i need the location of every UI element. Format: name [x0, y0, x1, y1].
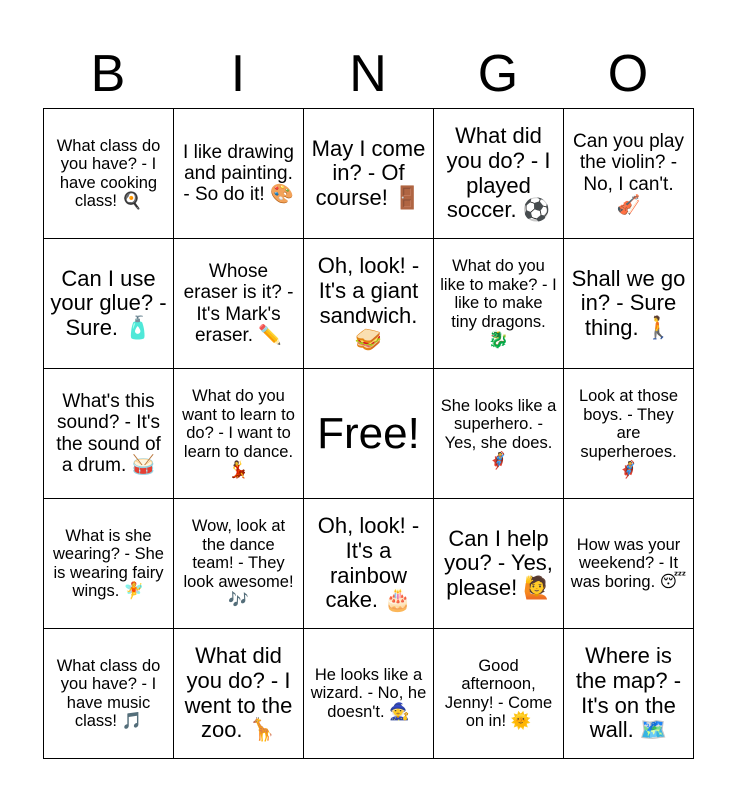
bingo-cell[interactable]: What do you want to learn to do? - I want to learn to dance. 💃 [174, 369, 304, 499]
header-letter-g: G [477, 45, 519, 103]
bingo-cell[interactable]: He looks like a wizard. - No, he doesn't. 🧙 [304, 629, 434, 759]
bingo-board [43, 108, 694, 759]
bingo-cell[interactable]: Can you play the violin? - No, I can't. 🎻 [564, 109, 694, 239]
bingo-cell[interactable]: Can I use your glue? - Sure. 🧴 [44, 239, 174, 369]
header-letter-b: B [90, 45, 126, 103]
bingo-header [43, 40, 693, 108]
bingo-cell[interactable]: What did you do? - I went to the zoo. 🦒 [174, 629, 304, 759]
bingo-cell[interactable]: What class do you have? - I have cooking class! 🍳 [44, 109, 174, 239]
bingo-cell[interactable]: What did you do? - I played soccer. ⚽ [434, 109, 564, 239]
bingo-cell[interactable]: What do you like to make? - I like to make tiny dragons. 🐉 [434, 239, 564, 369]
bingo-cell[interactable]: Wow, look at the dance team! - They look awesome! 🎶 [174, 499, 304, 629]
bingo-cell[interactable]: Whose eraser is it? - It's Mark's eraser. ✏️ [174, 239, 304, 369]
board-row [44, 239, 694, 369]
board-row [44, 629, 694, 759]
bingo-cell[interactable]: Oh, look! - It's a giant sandwich. 🥪 [304, 239, 434, 369]
free-space[interactable]: Free! [304, 369, 434, 499]
header-letter-i: I [230, 45, 246, 103]
bingo-cell[interactable]: May I come in? - Of course! 🚪 [304, 109, 434, 239]
bingo-cell[interactable]: What is she wearing? - She is wearing fairy wings. 🧚 [44, 499, 174, 629]
board-row [44, 109, 694, 239]
bingo-cell[interactable]: How was your weekend? - It was boring. 😴 [564, 499, 694, 629]
board-row [44, 369, 694, 499]
bingo-cell[interactable]: She looks like a superhero. - Yes, she does. 🦸 [434, 369, 564, 499]
bingo-cell[interactable]: Shall we go in? - Sure thing. 🚶 [564, 239, 694, 369]
bingo-cell[interactable]: Where is the map? - It's on the wall. 🗺️ [564, 629, 694, 759]
bingo-cell[interactable]: What's this sound? - It's the sound of a drum. 🥁 [44, 369, 174, 499]
board-row [44, 499, 694, 629]
bingo-cell[interactable]: Oh, look! - It's a rainbow cake. 🎂 [304, 499, 434, 629]
header-letter-n: N [349, 45, 387, 103]
bingo-cell[interactable]: I like drawing and painting. - So do it! 🎨 [174, 109, 304, 239]
bingo-cell[interactable]: What class do you have? - I have music class! 🎵 [44, 629, 174, 759]
header-letter-o: O [607, 45, 649, 103]
bingo-cell[interactable]: Good afternoon, Jenny! - Come on in! 🌞 [434, 629, 564, 759]
bingo-cell[interactable]: Look at those boys. - They are superheroes. 🦸 [564, 369, 694, 499]
bingo-cell[interactable]: Can I help you? - Yes, please! 🙋 [434, 499, 564, 629]
